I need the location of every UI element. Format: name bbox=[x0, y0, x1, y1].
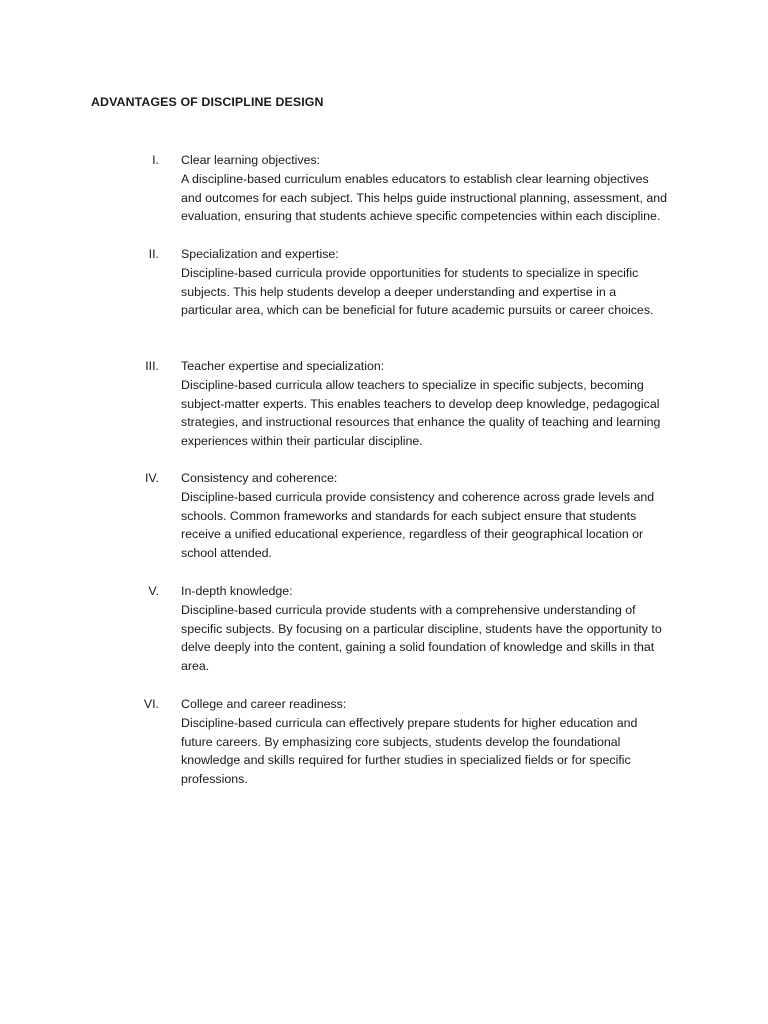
item-numeral: VI. bbox=[143, 697, 159, 711]
item-body bbox=[181, 695, 681, 789]
item-heading: Specialization and expertise: bbox=[181, 247, 339, 261]
document-title: ADVANTAGES OF DISCIPLINE DESIGN bbox=[91, 95, 324, 109]
item-numeral: IV. bbox=[144, 471, 159, 485]
item-numeral: II. bbox=[148, 247, 159, 261]
item-body bbox=[181, 469, 681, 563]
item-body bbox=[181, 582, 681, 676]
item-numeral: V. bbox=[148, 584, 159, 598]
item-body bbox=[181, 357, 681, 451]
item-text: Discipline-based curricula can effectively prepare students for higher education and future careers. By emphasizing core subjects, students develop the foundational knowledge and skills required for further studies in specialized fields or for specific professions. bbox=[181, 715, 638, 787]
item-text: Discipline-based curricula provide students with a comprehensive understanding of specific subjects. By focusing on a particular discipline, students have the opportunity to delve deeply into the content, gaining a solid foundation of knowledge and skills in that area. bbox=[181, 602, 662, 674]
item-body bbox=[181, 245, 681, 320]
item-heading: College and career readiness: bbox=[181, 697, 347, 711]
item-numeral: I. bbox=[152, 153, 159, 167]
item-body bbox=[181, 151, 681, 226]
item-numeral: III. bbox=[145, 359, 159, 373]
item-heading: Clear learning objectives: bbox=[181, 153, 321, 167]
item-text: Discipline-based curricula allow teachers to specialize in specific subjects, becoming subject-matter experts. This enables teachers to develop deep knowledge, pedagogical strategies, and instructional resources that enhance the quality of teaching and learning experiences within their particular discipline. bbox=[181, 377, 661, 449]
item-text: Discipline-based curricula provide opportunities for students to specialize in specific subjects. This help students develop a deeper understanding and expertise in a particular area, which can be beneficial for future academic pursuits or career choices. bbox=[181, 265, 654, 318]
item-text: A discipline-based curriculum enables educators to establish clear learning objectives and outcomes for each subject. This helps guide instructional planning, assessment, and evaluation, ensuring that students achieve specific competencies within each discipline. bbox=[181, 171, 668, 224]
item-heading: Consistency and coherence: bbox=[181, 471, 338, 485]
item-text: Discipline-based curricula provide consistency and coherence across grade levels and schools. Common frameworks and standards for each subject ensure that students receive a unified educational experience, regardless of their geographical location or school attended. bbox=[181, 489, 655, 561]
item-heading: Teacher expertise and specialization: bbox=[181, 359, 385, 373]
item-heading: In-depth knowledge: bbox=[181, 584, 293, 598]
